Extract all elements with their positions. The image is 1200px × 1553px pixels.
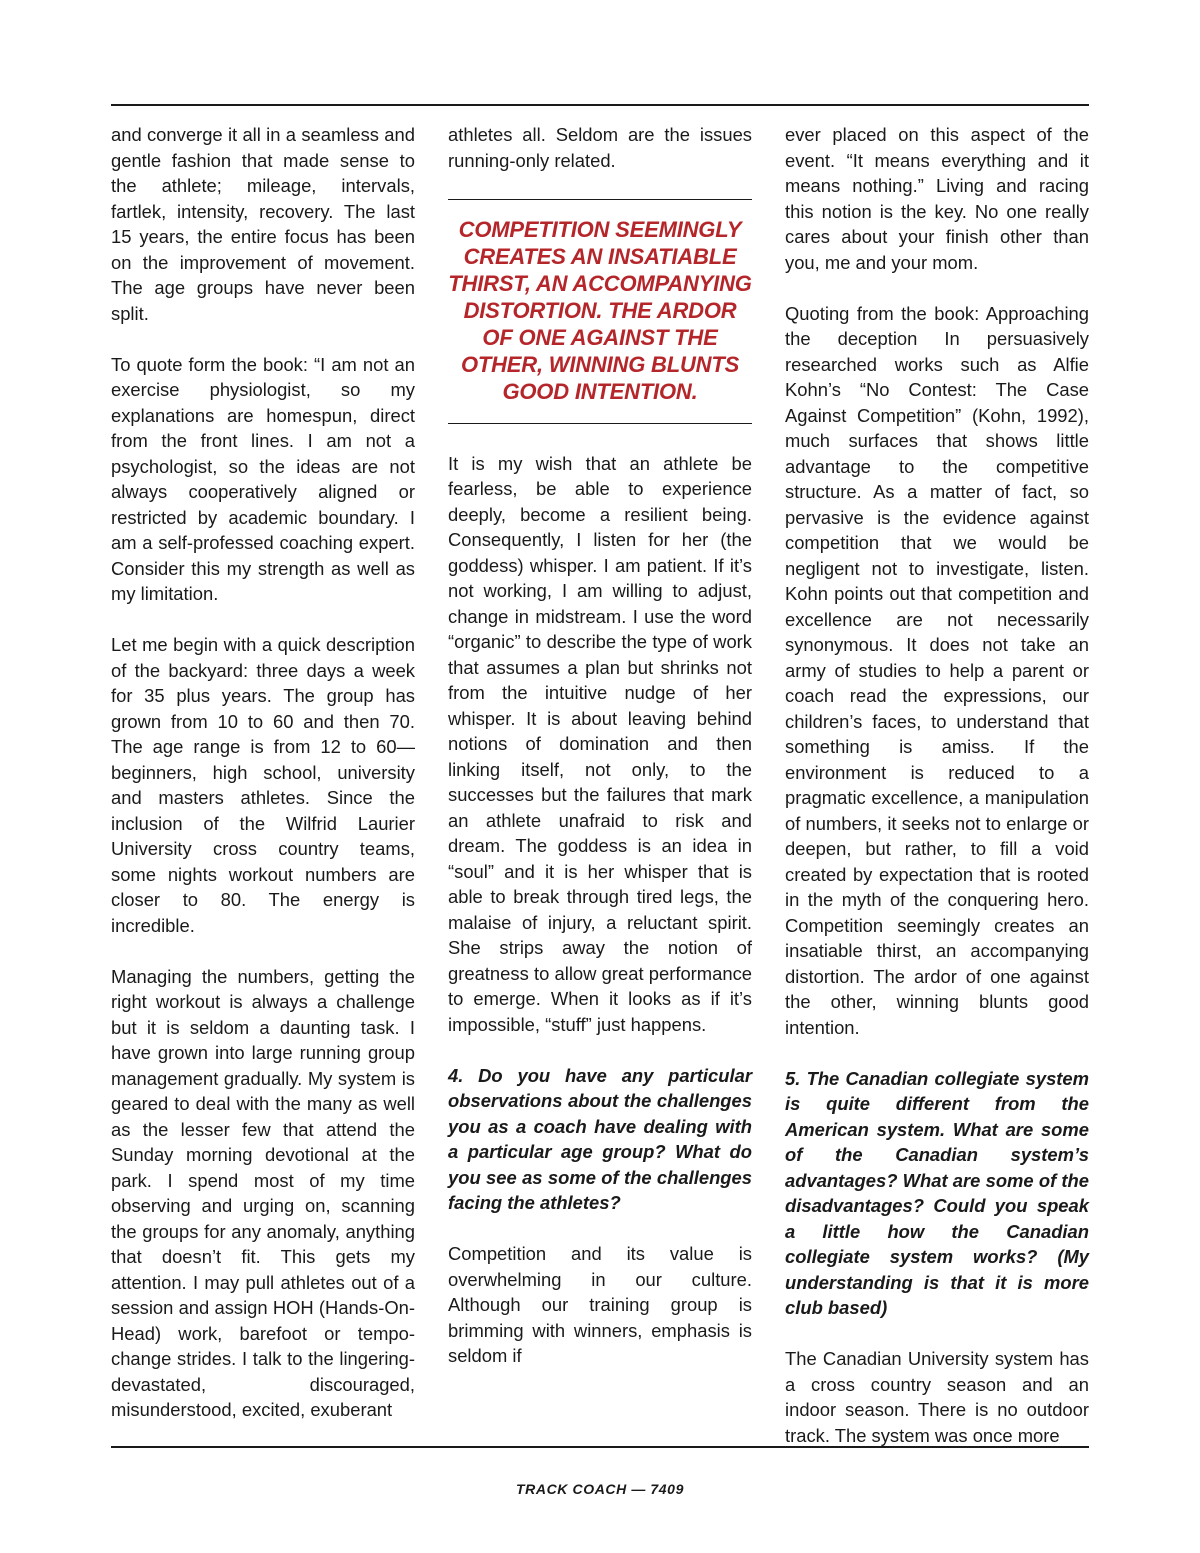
column-1 [111, 122, 415, 1423]
paragraph: It is my wish that an athlete be fearless, be able to experience deeply, become a resilient being. Consequently, I listen for her (the goddess) whisper. I am patient. If it’s not working, I am willing to adjust, change in midstream. I use the word “organic” to describe the type of work that assumes a plan but shrinks not from the intuitive nudge of her whisper. It is about leaving behind notions of domination and then linking itself, not only, to the successes but the failures that mark an athlete unafraid to risk and dream. The goddess is an idea in “soul” and it is her whisper that is able to break through tired legs, the malaise of injury, a reluctant spirit. She strips away the notion of greatness to allow great performance to emerge. When it looks as if it’s impossible, “stuff” just happens. [448, 452, 752, 1035]
bottom-rule [111, 1446, 1089, 1448]
paragraph: To quote form the book: “I am not an exercise physiologist, so my explanations are homespun, direct from the front lines. I am not a psychologist, so the ideas are not always cooperatively aligned or restricted by academic boundary. I am a self-professed coaching expert. Consider this my strength as well as my limitation. [111, 353, 415, 604]
paragraph: The Canadian University system has a cross country season and an indoor season. There is no outdoor track. The system was once more [785, 1348, 1089, 1446]
column-2 [448, 122, 752, 1369]
pull-quote: COMPETITION SEEMINGLY CREATES AN INSATIABLE THIRST, AN ACCOMPANYING DISTORTION. THE ARDOR OF ONE AGAINST THE OTHER, WINNING BLUNTS GOOD INTENTION. [448, 199, 752, 424]
paragraph: athletes all. Seldom are the issues running-only related. [448, 124, 752, 171]
column-3 [785, 122, 1089, 1448]
paragraph: and converge it all in a seamless and gentle fashion that made sense to the athlete; mileage, intervals, fartlek, intensity, recovery. The last 15 years, the entire focus has been on the improvement of movement. The age groups have never been split. [111, 124, 415, 324]
paragraph: Quoting from the book: Approaching the deception In persuasively researched works such as Alfie Kohn’s “No Contest: The Case Against Competition” (Kohn, 1992), much surfaces that shows little advantage to the competitive structure. As a matter of fact, so pervasive is the evidence against competition that we would be negligent not to investigate, listen. Kohn points out that competition and excellence are not necessarily synonymous. It does not take an army of studies to help a parent or coach read the expressions, our children’s faces, to understand that something is amiss. If the environment is reduced to a pragmatic excellence, a manipulation of numbers, it seeks not to enlarge or deepen, but rather, to fill a void created by expectation that is rooted in the myth of the conquering hero. Competition seemingly creates an insatiable thirst, an accompanying distortion. The ardor of one against the other, winning blunts good intention. [785, 302, 1089, 1038]
paragraph: Competition and its value is overwhelming in our culture. Although our training group is brimming with winners, emphasis is seldom if [448, 1243, 752, 1366]
top-rule [111, 104, 1089, 106]
interview-question-5: 5. The Canadian collegiate system is quite different from the American system. What are some of the Canadian system’s advantages? What are some of the disadvantages? Could you speak a little how the Canadian collegiate system works? (My understanding is that it is more club based) [785, 1067, 1089, 1318]
interview-question-4: 4. Do you have any particular observations about the challenges you as a coach have dealing with a particular age group? What do you see as some of the challenges facing the athletes? [448, 1064, 752, 1213]
paragraph: Let me begin with a quick description of the backyard: three days a week for 35 plus years. The group has grown from 10 to 60 and then 70. The age range is from 12 to 60—beginners, high school, university and masters athletes. Since the inclusion of the Wilfrid Laurier University cross country teams, some nights workout numbers are closer to 80. The energy is incredible. [111, 634, 415, 936]
paragraph: ever placed on this aspect of the event. “It means everything and it means nothing.” Living and racing this notion is the key. No one really cares about your finish other than you, me and your mom. [785, 124, 1089, 273]
page-footer: TRACK COACH — 7409 [516, 1481, 684, 1497]
paragraph: Managing the numbers, getting the right workout is always a challenge but it is seldom a daunting task. I have grown into large running group management gradually. My system is geared to deal with the many as well as the lesser few that attend the Sunday morning devotional at the park. I spend most of my time observing and urging on, scanning the groups for any anomaly, anything that doesn’t fit. This gets my attention. I may pull athletes out of a session and assign HOH (Hands-On-Head) work, barefoot or tempo-change strides. I talk to the lingering-devastated, discouraged, misunderstood, excited, exuberant [111, 965, 415, 1420]
